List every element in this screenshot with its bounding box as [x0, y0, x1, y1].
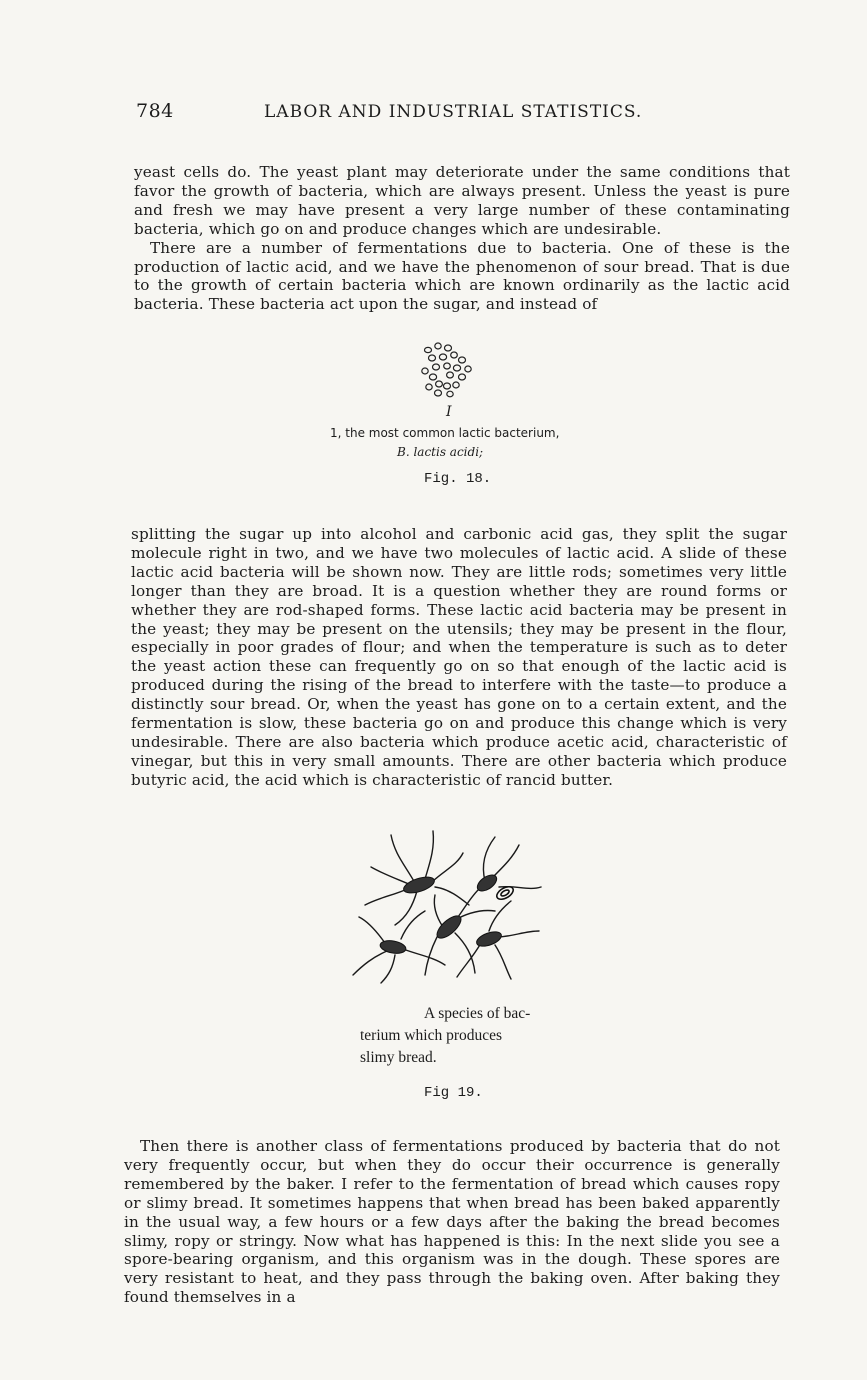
- caption-line: A species of bac-: [424, 1005, 531, 1022]
- figure-caption: 1, the most common lactic bacterium,: [330, 426, 560, 440]
- paragraph: Then there is another class of fermentations produced by bacteria that do not very frequently occur, but when they do occur their occurrence is generally remembered by the baker. I refer to the fermentation of bread which causes ropy or slimy bread. It sometimes happens that when bread has been baked apparently in the usual way, a few hours or a few days after the baking the bread becomes slimy, ropy or stringy. Now what has happened is this: In the next slide you see a spore-bearing organism, and this organism was in the dough. These spores are very resistant to heat, and they pass through the baking oven. After baking they found themselves in a: [124, 1137, 780, 1307]
- caption-line: terium which produces: [360, 1027, 503, 1044]
- paragraph: There are a number of fermentations due to bacteria. One of these is the production of lactic acid, and we have the phenomenon of sour bread. That is due to the growth of certain bacteria which are known ordinarily as the lactic acid bacteria. These bacteria act upon the sugar, and instead of: [134, 238, 790, 314]
- running-head: LABOR AND INDUSTRIAL STATISTICS.: [264, 102, 643, 122]
- page-number: 784: [136, 100, 174, 122]
- paragraph: splitting the sugar up into alcohol and carbonic acid gas, they split the sugar molecule right in two, and we have two molecules of lactic acid. A slide of these lactic acid bacteria will be shown now. They are little rods; sometimes very little longer than they are broad. It is a question whether they are round forms or whether they are rod-shaped forms. These lactic acid bacteria may be present in the yeast; they may be present on the utensils; they may be present in the flour, especially in poor grades of flour; and when the temperature is such as to deter the yeast action these can frequently go on so that enough of the lactic acid is produced during the rising of the bread to interfere with the taste—to produce a distinctly sour bread. Or, when the yeast has gone on to a certain extent, and the fermentation is slow, these bacteria go on and produce this change which is very undesirable. There are also bacteria which produce acetic acid, characteristic of vinegar, but this in very small amounts. There are other bacteria which produce butyric acid, the acid which is characteristic of rancid butter.: [131, 525, 787, 789]
- caption-line: slimy bread.: [360, 1049, 437, 1066]
- page-header: [136, 100, 666, 130]
- species-name: B. lactis acidi;: [397, 445, 484, 459]
- figure-label: Fig. 18.: [424, 471, 492, 487]
- text-block-middle: [131, 525, 787, 790]
- figure-numeral: I: [446, 404, 452, 420]
- lactic-bacteria-illustration: [416, 340, 488, 402]
- figure-caption: [360, 1003, 560, 1069]
- text-block-top: [134, 163, 790, 314]
- paragraph: yeast cells do. The yeast plant may deteriorate under the same conditions that favor the growth of bacteria, which are always present. Unless the yeast is pure and fresh we may have present a very large number of these contaminating bacteria, which go on and produce changes which are undesirable.: [134, 163, 790, 238]
- slimy-bread-bacterium-illustration: [345, 825, 555, 985]
- text-block-bottom: [124, 1137, 780, 1307]
- figure-label: Fig 19.: [424, 1085, 483, 1101]
